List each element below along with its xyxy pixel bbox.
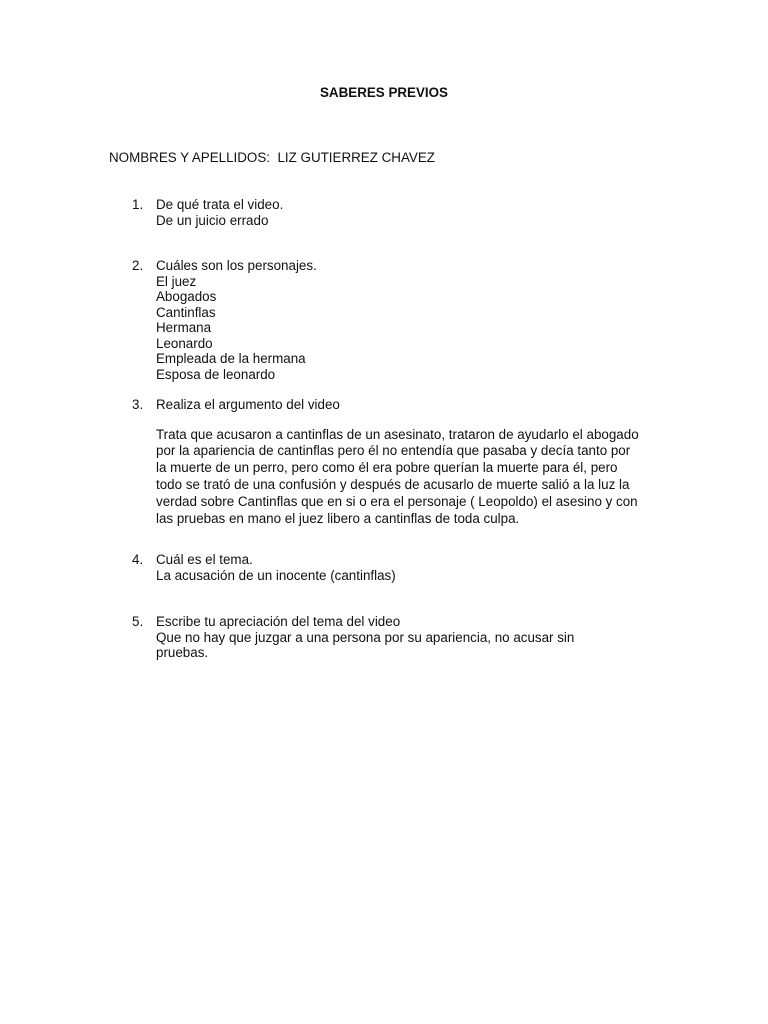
question-prompt: De qué trata el video. <box>156 197 284 212</box>
question-prompt: Realiza el argumento del video <box>156 397 340 412</box>
answer-line: La acusación de un inocente (cantinflas) <box>156 567 396 583</box>
name-label: NOMBRES Y APELLIDOS: <box>109 150 271 165</box>
answer-line: El juez <box>156 273 197 289</box>
answer-line: pruebas. <box>156 645 209 660</box>
page-title: SABERES PREVIOS <box>320 85 448 100</box>
answer-line: Hermana <box>156 320 212 335</box>
answer-line: Empleada de la hermana <box>156 351 306 366</box>
answer-line: Leonardo <box>156 335 213 351</box>
question-prompt: Cuál es el tema. <box>156 552 253 567</box>
question-number: 1. <box>132 197 144 212</box>
question-number: 4. <box>132 552 144 567</box>
question-number: 5. <box>132 614 144 629</box>
question-number: 2. <box>132 258 144 273</box>
name-value: LIZ GUTIERREZ CHAVEZ <box>277 150 435 165</box>
answer-line: Abogados <box>156 289 217 304</box>
answer-line: Esposa de leonardo <box>156 366 276 382</box>
answer-line: Cantinflas <box>156 304 216 320</box>
question-prompt: Cuáles son los personajes. <box>156 258 317 273</box>
student-name-line <box>109 149 435 167</box>
answer-line: Que no hay que juzgar a una persona por su apariencia, no acusar sin <box>156 629 575 645</box>
answer-line: De un juicio errado <box>156 212 269 228</box>
question-number: 3. <box>132 397 144 412</box>
question-prompt: Escribe tu apreciación del tema del video <box>156 614 401 629</box>
answer-paragraph: Trata que acusaron a cantinflas de un asesinato, trataron de ayudarlo el abogado por la apariencia de cantinflas pero él no entendía que pasaba y decía tanto por la muerte de un perro, pero como él era pobre querían la muerte para él, pero todo se trató de una confusión y después de acusarlo de muerte salió a la luz la verdad sobre Cantinflas que en si o era el personaje ( Leopoldo) el asesino y con las pruebas en mano el juez libero a cantinflas de toda culpa. <box>156 426 639 527</box>
